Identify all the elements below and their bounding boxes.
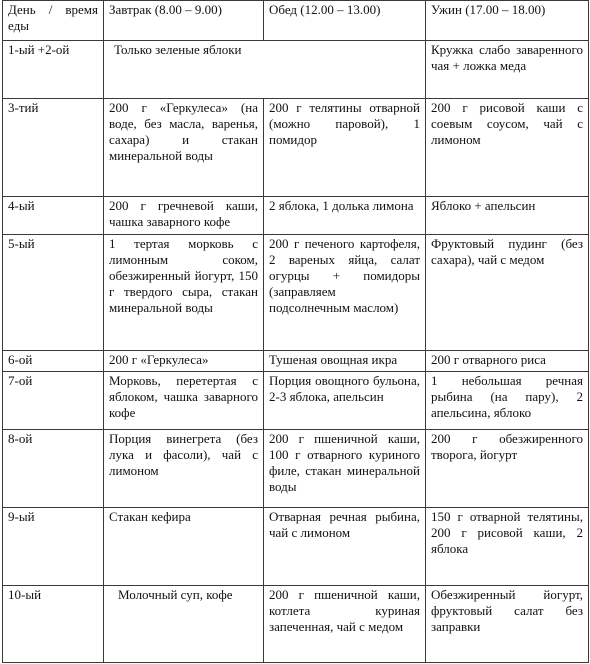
diet-table	[2, 0, 589, 663]
table-row	[3, 235, 589, 351]
table-row	[3, 372, 589, 430]
day-cell: 5-ый	[3, 235, 104, 351]
breakfast-cell: Порция винегрета (без лука и фасоли), чай с лимоном	[104, 430, 264, 508]
lunch-cell: Тушеная овощная икра	[264, 351, 426, 372]
dinner-cell: 200 г рисовой каши с соевым соусом, чай с лимоном	[426, 99, 589, 197]
lunch-cell: 200 г пшеничной каши, котлета куриная запеченная, чай с медом	[264, 586, 426, 663]
table-row	[3, 430, 589, 508]
lunch-cell: 200 г пшеничной каши, 100 г отварного куриного филе, стакан минеральной воды	[264, 430, 426, 508]
breakfast-cell: 200 г «Геркулеса»	[104, 351, 264, 372]
header-row	[3, 1, 589, 41]
lunch-cell: 200 г телятины отварной (можно паровой), 1 помидор	[264, 99, 426, 197]
day-cell: 7-ой	[3, 372, 104, 430]
breakfast-cell: Стакан кефира	[104, 508, 264, 586]
table-row	[3, 99, 589, 197]
day-cell: 3-тий	[3, 99, 104, 197]
header-breakfast: Завтрак (8.00 – 9.00)	[104, 1, 264, 41]
day-cell: 10-ый	[3, 586, 104, 663]
header-day: День / время еды	[3, 1, 104, 41]
lunch-cell: Отварная речная рыбина, чай с лимоном	[264, 508, 426, 586]
day-cell: 4-ый	[3, 197, 104, 235]
day-cell: 8-ой	[3, 430, 104, 508]
table-row	[3, 197, 589, 235]
table-row	[3, 586, 589, 663]
breakfast-cell: 200 г гречневой каши, чашка заварного кофе	[104, 197, 264, 235]
breakfast-cell: 200 г «Геркулеса» (на воде, без масла, варенья, сахара) и стакан минеральной воды	[104, 99, 264, 197]
dinner-cell: Кружка слабо заваренного чая + ложка меда	[426, 41, 589, 99]
breakfast-cell: Морковь, перетертая с яблоком, чашка заварного кофе	[104, 372, 264, 430]
dinner-cell: Обезжиренный йогурт, фруктовый салат без заправки	[426, 586, 589, 663]
lunch-cell: Порция овощного бульона, 2-3 яблока, апельсин	[264, 372, 426, 430]
table-row	[3, 351, 589, 372]
table-row	[3, 508, 589, 586]
day-cell: 1-ый +2-ой	[3, 41, 104, 99]
lunch-cell: 200 г печеного картофеля, 2 вареных яйца, салат огурцы + помидоры (заправляем подсолнечным маслом)	[264, 235, 426, 351]
dinner-cell: Фруктовый пудинг (без сахара), чай с медом	[426, 235, 589, 351]
breakfast-lunch-cell: Только зеленые яблоки	[104, 41, 426, 99]
day-cell: 9-ый	[3, 508, 104, 586]
dinner-cell: 150 г отварной телятины, 200 г рисовой каши, 2 яблока	[426, 508, 589, 586]
lunch-cell: 2 яблока, 1 долька лимона	[264, 197, 426, 235]
breakfast-cell: 1 тертая морковь с лимонным соком, обезжиренный йогурт, 150 г твердого сыра, стакан минеральной воды	[104, 235, 264, 351]
header-lunch: Обед (12.00 – 13.00)	[264, 1, 426, 41]
breakfast-cell: Молочный суп, кофе	[104, 586, 264, 663]
dinner-cell: 200 г отварного риса	[426, 351, 589, 372]
day-cell: 6-ой	[3, 351, 104, 372]
dinner-cell: Яблоко + апельсин	[426, 197, 589, 235]
dinner-cell: 200 г обезжиренного творога, йогурт	[426, 430, 589, 508]
header-dinner: Ужин (17.00 – 18.00)	[426, 1, 589, 41]
dinner-cell: 1 небольшая речная рыбина (на пару), 2 апельсина, яблоко	[426, 372, 589, 430]
table-row	[3, 41, 589, 99]
